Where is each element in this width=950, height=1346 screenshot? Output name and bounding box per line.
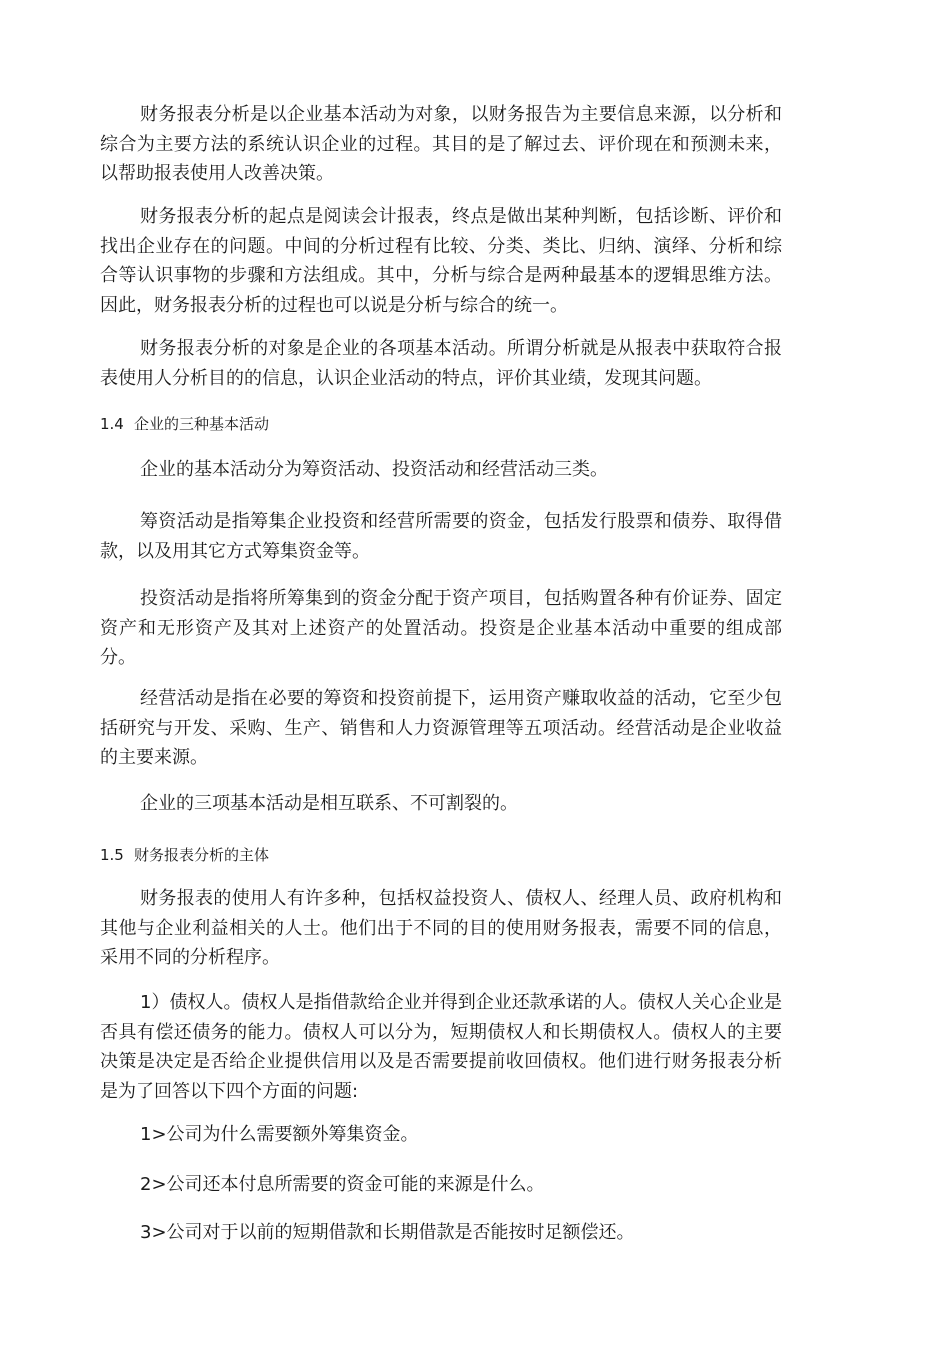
paragraph-object: 财务报表分析的对象是企业的各项基本活动。所谓分析就是从报表中获取符合报表使用人分析目的的信息，认识企业活动的特点，评价其业绩，发现其问题。: [100, 338, 782, 389]
paragraph-users: 财务报表的使用人有许多种，包括权益投资人、债权人、经理人员、政府机构和其他与企业利益相关的人士。他们出于不同的目的使用财务报表，需要不同的信息，采用不同的分析程序。: [100, 888, 782, 969]
list-item-question-3: 3>公司对于以前的短期借款和长期借款是否能按时足额偿还。: [140, 1222, 635, 1243]
section-heading-1-5: [100, 843, 782, 867]
paragraph-interrelated: 企业的三项基本活动是相互联系、不可割裂的。: [140, 793, 518, 814]
section-number: 1.4: [100, 415, 124, 433]
paragraph-definition: 财务报表分析是以企业基本活动为对象，以财务报告为主要信息来源，以分析和综合为主要方法的系统认识企业的过程。其目的是了解过去、评价现在和预测未来，以帮助报表使用人改善决策。: [100, 104, 782, 185]
section-title: 财务报表分析的主体: [134, 846, 270, 864]
section-title: 企业的三种基本活动: [134, 415, 270, 433]
paragraph-operating: 经营活动是指在必要的筹资和投资前提下，运用资产赚取收益的活动，它至少包括研究与开发、采购、生产、销售和人力资源管理等五项活动。经营活动是企业收益的主要来源。: [100, 688, 782, 769]
list-item-question-2: 2>公司还本付息所需要的资金可能的来源是什么。: [140, 1174, 545, 1195]
paragraph-activities-intro: 企业的基本活动分为筹资活动、投资活动和经营活动三类。: [140, 459, 608, 480]
section-heading-1-4: [100, 412, 782, 436]
section-number: 1.5: [100, 846, 124, 864]
paragraph-creditors: 1）债权人。债权人是指借款给企业并得到企业还款承诺的人。债权人关心企业是否具有偿还债务的能力。债权人可以分为，短期债权人和长期债权人。债权人的主要决策是决定是否给企业提供信用以及是否需要提前收回债权。他们进行财务报表分析是为了回答以下四个方面的问题:: [100, 992, 782, 1102]
paragraph-financing: 筹资活动是指筹集企业投资和经营所需要的资金，包括发行股票和债券、取得借款，以及用其它方式筹集资金等。: [100, 511, 782, 562]
list-item-question-1: 1>公司为什么需要额外筹集资金。: [140, 1124, 419, 1145]
paragraph-process: 财务报表分析的起点是阅读会计报表，终点是做出某种判断，包括诊断、评价和找出企业存在的问题。中间的分析过程有比较、分类、类比、归纳、演绎、分析和综合等认识事物的步骤和方法组成。其中，分析与综合是两种最基本的逻辑思维方法。因此，财务报表分析的过程也可以说是分析与综合的统一。: [100, 206, 782, 316]
paragraph-investing: 投资活动是指将所筹集到的资金分配于资产项目，包括购置各种有价证券、固定资产和无形资产及其对上述资产的处置活动。投资是企业基本活动中重要的组成部分。: [100, 588, 782, 669]
